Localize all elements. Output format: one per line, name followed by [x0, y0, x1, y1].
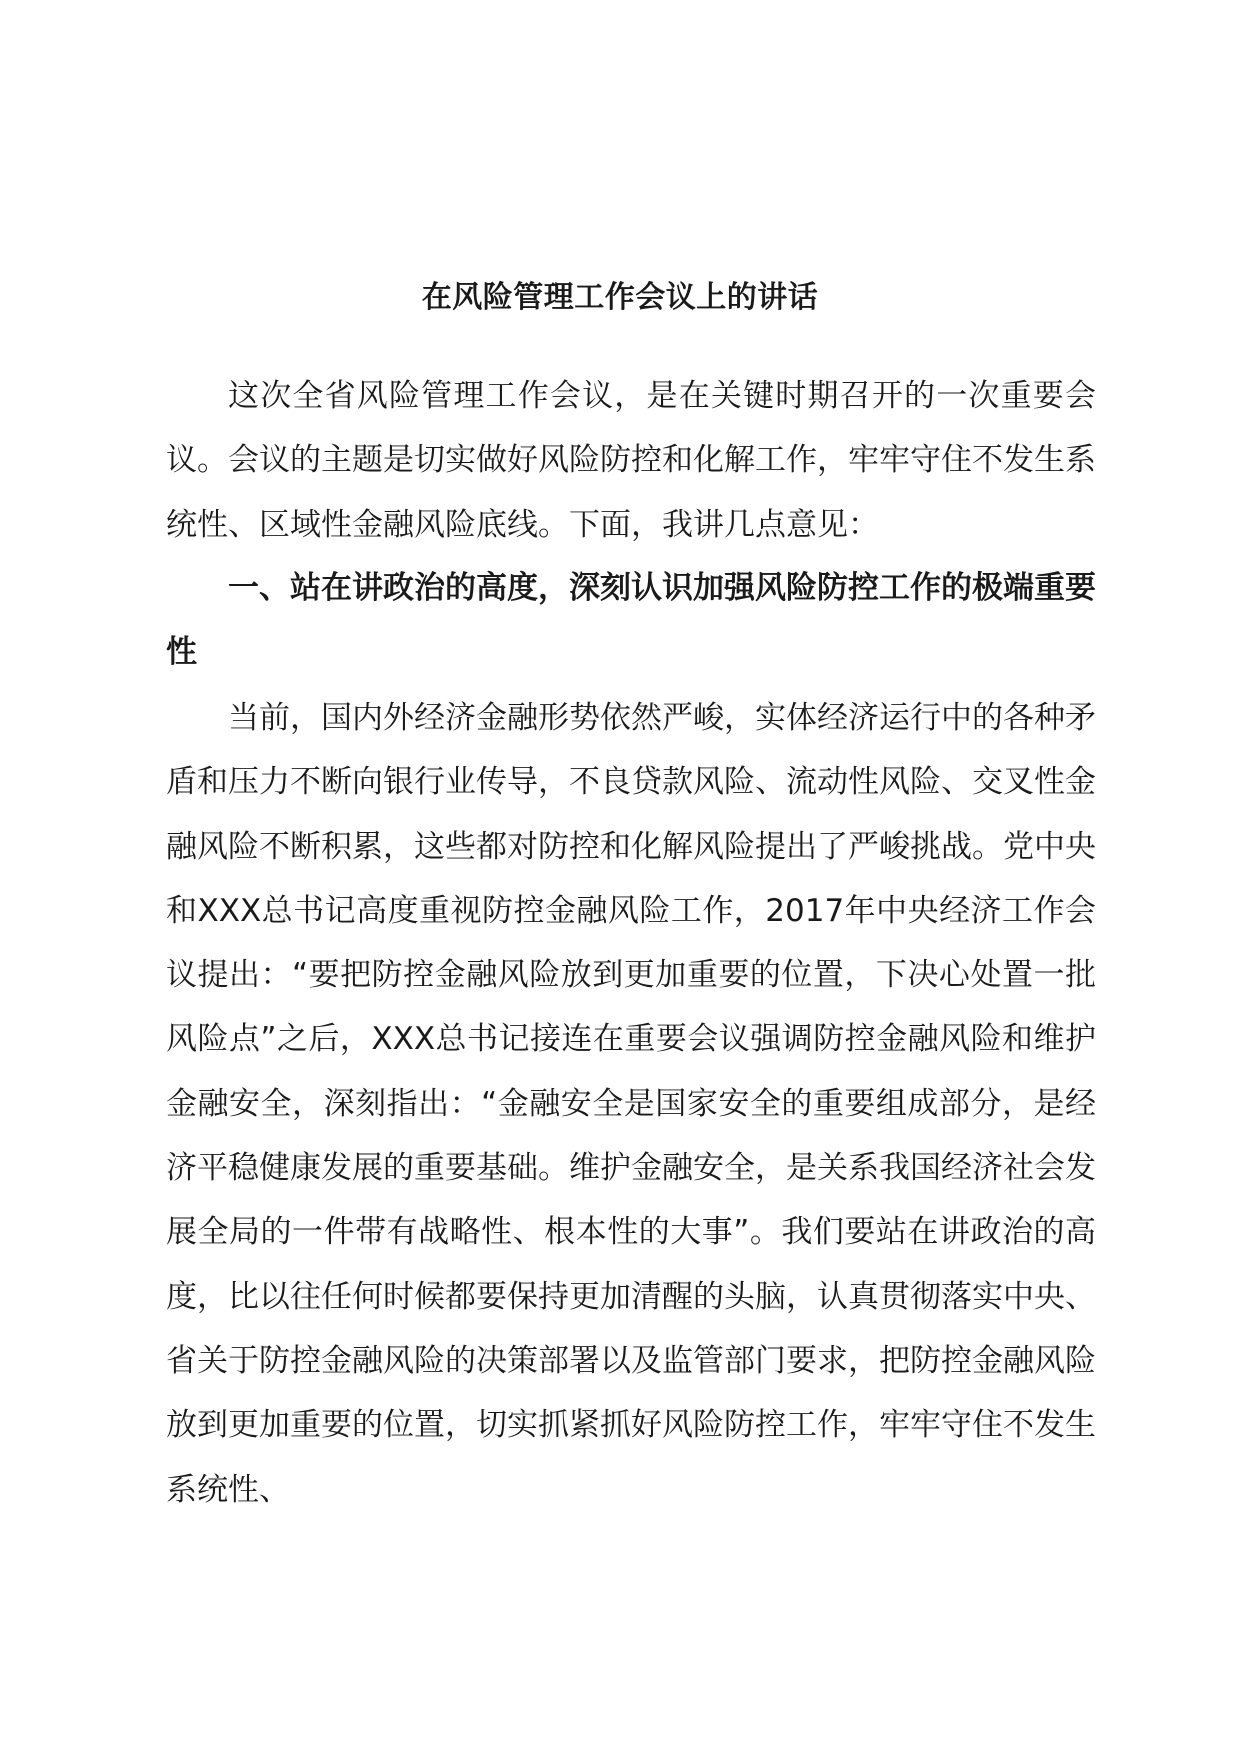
- paragraph-intro: 这次全省风险管理工作会议，是在关键时期召开的一次重要会议。会议的主题是切实做好风险防控和化解工作，牢牢守住不发生系统性、区域性金融风险底线。下面，我讲几点意见：: [166, 378, 1096, 543]
- section-heading-1: 一、站在讲政治的高度，深刻认识加强风险防控工作的极端重要性: [166, 570, 1096, 671]
- paragraph-section-1: 当前，国内外经济金融形势依然严峻，实体经济运行中的各种矛盾和压力不断向银行业传导，不良贷款风险、流动性风险、交叉性金融风险不断积累，这些都对防控和化解风险提出了严峻挑战。党中央和XXX总书记高度重视防控金融风险工作，2017年中央经济工作会议提出：“要把防控金融风险放到更加重要的位置，下决心处置一批风险点”之后，XXX总书记接连在重要会议强调防控金融风险和维护金融安全，深刻指出：“金融安全是国家安全的重要组成部分，是经济平稳健康发展的重要基础。维护金融安全，是关系我国经济社会发展全局的一件带有战略性、根本性的大事”。我们要站在讲政治的高度，比以往任何时候都要保持更加清醒的头脑，认真贯彻落实中央、省关于防控金融风险的决策部署以及监管部门要求，把防控金融风险放到更加重要的位置，切实抓紧抓好风险防控工作，牢牢守住不发生系统性、: [166, 700, 1096, 1508]
- document-title: 在风险管理工作会议上的讲话: [421, 280, 819, 315]
